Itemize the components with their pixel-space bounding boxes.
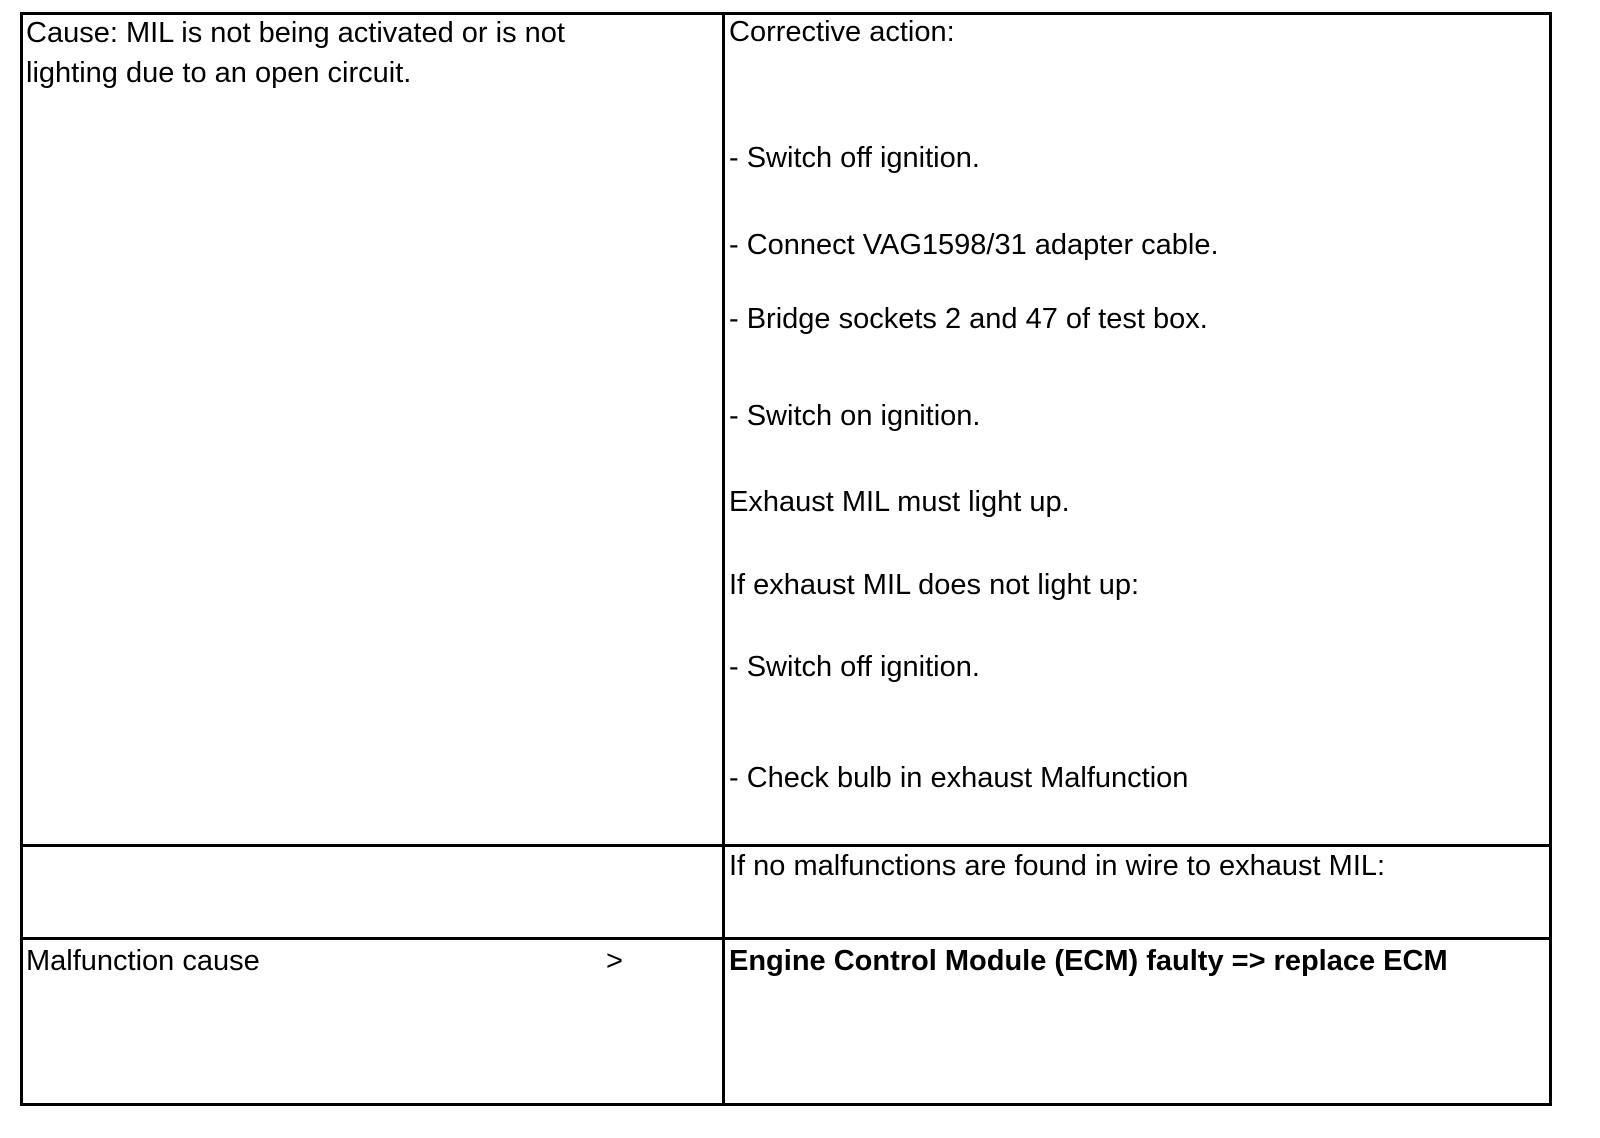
step-switch-off-ignition: - Switch off ignition. (729, 142, 980, 174)
row-divider-2 (20, 937, 1552, 940)
step-check-bulb: - Check bulb in exhaust Malfunction (729, 762, 1189, 794)
step-if-mil-not-light: If exhaust MIL does not light up: (729, 569, 1140, 601)
step-mil-must-light: Exhaust MIL must light up. (729, 486, 1070, 518)
no-malfunctions-note: If no malfunctions are found in wire to exhaust MIL: (729, 850, 1386, 882)
step-switch-off-ignition-2: - Switch off ignition. (729, 651, 980, 683)
step-switch-on-ignition: - Switch on ignition. (729, 400, 981, 432)
step-bridge-sockets: - Bridge sockets 2 and 47 of test box. (729, 303, 1208, 335)
malfunction-cause-label: Malfunction cause (26, 945, 260, 977)
column-divider (722, 12, 725, 1106)
arrow-marker: > (606, 945, 623, 977)
step-connect-adapter: - Connect VAG1598/31 adapter cable. (729, 229, 1219, 261)
cause-text: Cause: MIL is not being activated or is not lighting due to an open circuit. (26, 17, 565, 89)
corrective-action-heading: Corrective action: (729, 16, 955, 48)
ecm-faulty-result: Engine Control Module (ECM) faulty => replace ECM (729, 945, 1448, 977)
